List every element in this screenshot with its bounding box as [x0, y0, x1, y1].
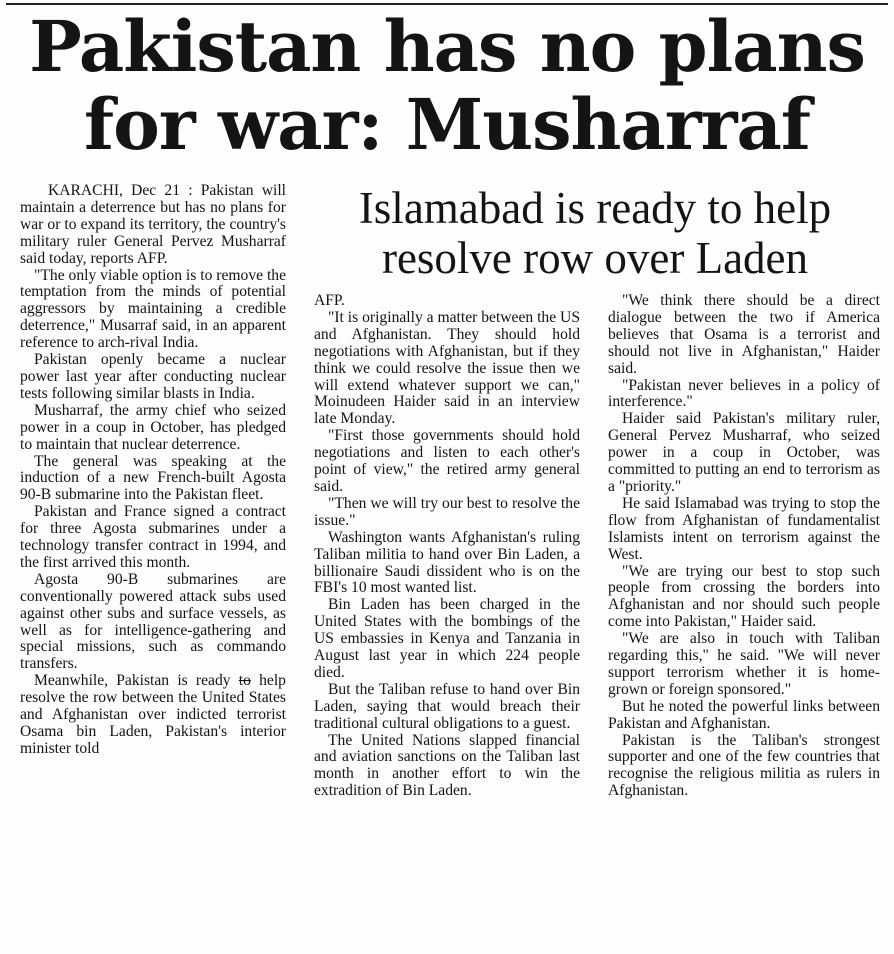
paragraph: Agosta 90-B submarines are conventionally powered attack subs used against other subs and surface vessels, as well as for intelligence-gathering and special missions, such as commando transfers. [20, 570, 286, 673]
subheadline [300, 183, 890, 283]
paragraph: Washington wants Afghanistan's ruling Taliban militia to hand over Bin Laden, a billionaire Saudi dissident who is on the FBI's 10 most wanted list. [314, 528, 580, 597]
subheadline-line-2: resolve row over Laden [381, 233, 809, 283]
paragraph: But he noted the powerful links between Pakistan and Afghanistan. [608, 697, 880, 732]
paragraph: KARACHI, Dec 21 : Pakistan will maintain a deterrence but has no plans for war or to expand its territory, the country's military ruler General Pervez Musharraf said today, reports AFP. [20, 182, 286, 267]
paragraph: Bin Laden has been charged in the United States with the bombings of the US embassies in Kenya and Tanzania in August last year in which 224 people died. [314, 596, 580, 681]
paragraph: "We think there should be a direct dialogue between the two if America believes that Osama is a terrorist and should not live in Afghanistan," Haider said. [608, 292, 880, 377]
struck-word: to [238, 672, 251, 690]
paragraph: "Pakistan never believes in a policy of interference." [608, 376, 880, 411]
paragraph: AFP. [314, 292, 345, 309]
paragraph: Haider said Pakistan's military ruler, General Pervez Musharraf, who seized power in a coup in October, was committed to putting an end to terrorism as a "priority." [608, 410, 880, 495]
paragraph-rest: help resolve the row between the United States and Afghanistan over indicted terrorist Osama bin Laden, Pakistan's interior minister told [20, 672, 286, 757]
paragraph: Pakistan openly became a nuclear power last year after conducting nuclear tests following similar blasts in India. [20, 351, 286, 402]
paragraph: The general was speaking at the induction of a new French-built Agosta 90-B submarine into the Pakistan fleet. [20, 452, 286, 504]
headline [0, 5, 894, 166]
headline-line-1: Pakistan has no plans [29, 5, 865, 88]
paragraph-continued [20, 673, 286, 758]
paragraph: "We are also in touch with Taliban regarding this," he said. "We will never support terrorism whether it is home-grown or foreign sponsored." [608, 630, 880, 698]
subheadline-line-1: Islamabad is ready to help [358, 183, 832, 233]
headline-line-2: for war: Musharraf [83, 83, 811, 166]
paragraph: The United Nations slapped financial and aviation sanctions on the Taliban last month in another effort to win the extradition of Bin Laden. [314, 731, 580, 800]
paragraph: "First those governments should hold negotiations and listen to each other's point of view," the retired army general said. [314, 427, 580, 495]
paragraph: "The only viable option is to remove the temptation from the minds of potential aggressors by maintaining a credible deterrence," Musarraf said, in an apparent reference to arch-rival India. [20, 266, 286, 352]
paragraph: Pakistan and France signed a contract for three Agosta submarines under a technology transfer contract in 1994, and the first arrived this month. [20, 503, 286, 571]
paragraph: "We are trying our best to stop such people from crossing the borders into Afghanistan and nor should such people come into Pakistan," Haider said. [608, 562, 880, 631]
paragraph: But the Taliban refuse to hand over Bin Laden, saying that would breach their traditional cultural obligations to a guest. [314, 680, 580, 732]
paragraph-lead: Meanwhile, Pakistan is ready [34, 672, 231, 690]
paragraph: Pakistan is the Taliban's strongest supporter and one of the few countries that recognise the religious militia as rulers in Afghanistan. [608, 731, 880, 800]
article-column-3 [608, 293, 880, 800]
article-column-1 [20, 183, 286, 758]
paragraph: "It is originally a matter between the US and Afghanistan. They should hold negotiations with Afghanistan, but if they think we could resolve the issue then we will extend whatever support we can," Moinudeen Haider said in an interview late Monday. [314, 308, 580, 428]
paragraph: Musharraf, the army chief who seized power in a coup in October, has pledged to maintain that nuclear deterrence. [20, 401, 286, 453]
paragraph: He said Islamabad was trying to stop the flow from Afghanistan of fundamentalist Islamists intent on terrorism against the West. [608, 494, 880, 563]
paragraph: "Then we will try our best to resolve the issue." [314, 494, 580, 529]
article-column-2 [314, 293, 580, 800]
